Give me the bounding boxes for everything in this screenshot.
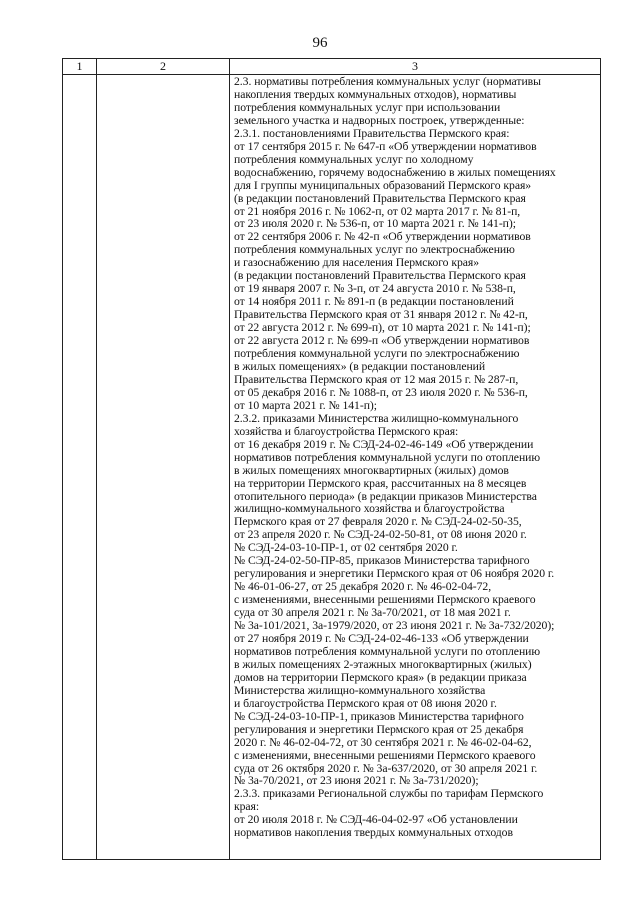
- text-line: от 22 августа 2012 г. № 699-п), от 10 марта 2021 г. № 141-п);: [234, 321, 531, 335]
- text-line: земельного участка и надворных построек, утвержденные:: [234, 113, 525, 127]
- table-cell-col1: [63, 75, 97, 860]
- text-line: (в редакции постановлений Правительства Пермского края: [234, 191, 526, 205]
- text-line: потребления коммунальной услуги по электроснабжению: [234, 347, 520, 361]
- text-line: от 16 декабря 2019 г. № СЭД-24-02-46-149 «Об утверждении: [234, 437, 534, 451]
- text-line: от 14 ноября 2011 г. № 891-п (в редакции постановлений: [234, 295, 514, 309]
- text-line: 2020 г. № 46-02-04-72, от 30 сентября 2021 г. № 46-02-04-62,: [234, 735, 532, 749]
- text-line: 2.3. нормативы потребления коммунальных услуг (нормативы: [234, 75, 541, 88]
- text-line: № СЭД-24-02-50-ПР-85, приказов Министерства тарифного: [234, 554, 530, 568]
- text-line: № СЭД-24-03-10-ПР-1, приказов Министерства тарифного: [234, 709, 524, 723]
- text-line: накопления твердых коммунальных отходов), нормативы: [234, 87, 517, 101]
- text-line: № СЭД-24-03-10-ПР-1, от 02 сентября 2020 г.: [234, 541, 458, 555]
- text-line: от 17 сентября 2015 г. № 647-п «Об утверждении нормативов: [234, 139, 537, 153]
- text-line: от 21 ноября 2016 г. № 1062-п, от 02 марта 2017 г. № 81-п,: [234, 204, 521, 218]
- text-line: от 23 апреля 2020 г. № СЭД-24-02-50-81, от 08 июня 2020 г.: [234, 528, 527, 542]
- text-line: от 23 июля 2020 г. № 536-п, от 10 марта 2021 г. № 141-п);: [234, 217, 516, 231]
- text-line: от 20 июля 2018 г. № СЭД-46-04-02-97 «Об установлении: [234, 813, 518, 827]
- text-line: от 19 января 2007 г. № 3-п, от 24 августа 2010 г. № 538-п,: [234, 282, 516, 296]
- text-line: потребления коммунальных услуг по холодному: [234, 152, 474, 166]
- text-line: суда от 30 апреля 2021 г. № 3а-70/2021, от 18 мая 2021 г.: [234, 606, 511, 620]
- regulations-text: [230, 75, 600, 840]
- text-line: потребления коммунальных услуг при использовании: [234, 100, 501, 114]
- text-line: Правительства Пермского края от 12 мая 2015 г. № 287-п,: [234, 372, 519, 386]
- column-header-2: 2: [97, 59, 230, 75]
- text-line: с изменениями, внесенными решениями Пермского краевого: [234, 593, 536, 607]
- text-line: Пермского края от 27 февраля 2020 г. № СЭД-24-02-50-35,: [234, 515, 522, 529]
- text-line: в жилых помещениях» (в редакции постановлений: [234, 359, 486, 373]
- text-line: края:: [234, 800, 260, 814]
- text-line: регулирования и энергетики Пермского края от 06 ноября 2020 г.: [234, 567, 555, 581]
- text-line: в жилых помещениях многоквартирных (жилых) домов: [234, 463, 509, 477]
- column-header-1: 1: [63, 59, 97, 75]
- text-line: № 3а-101/2021, 3а-1979/2020, от 23 июня 2021 г. № 3а-732/2020);: [234, 619, 555, 633]
- text-line: в жилых помещениях 2-этажных многоквартирных (жилых): [234, 657, 532, 671]
- page-number: 96: [312, 35, 328, 51]
- text-line: от 05 декабря 2016 г. № 1088-п, от 23 июля 2020 г. № 536-п,: [234, 385, 528, 399]
- text-line: Министерства жилищно-коммунального хозяйства: [234, 683, 486, 697]
- text-line: Правительства Пермского края от 31 января 2012 г. № 42-п,: [234, 308, 528, 322]
- column-header-3: 3: [230, 59, 601, 75]
- text-line: (в редакции постановлений Правительства Пермского края: [234, 269, 526, 283]
- text-line: нормативов потребления коммунальной услуги по отоплению: [234, 644, 541, 658]
- text-line: № 3а-70/2021, от 23 июня 2021 г. № 3а-731/2020);: [234, 774, 479, 788]
- text-line: от 22 августа 2012 г. № 699-п «Об утверждении нормативов: [234, 334, 530, 348]
- text-line: № 46-01-06-27, от 25 декабря 2020 г. № 46-02-04-72,: [234, 580, 492, 594]
- text-line: водоснабжению, горячему водоснабжению в жилых помещениях: [234, 165, 556, 179]
- text-line: домов на территории Пермского края» (в редакции приказа: [234, 670, 527, 684]
- text-line: хозяйства и благоустройства Пермского края:: [234, 424, 459, 438]
- text-line: жилищно-коммунального хозяйства и благоустройства: [234, 502, 505, 516]
- text-line: от 27 ноября 2019 г. № СЭД-24-02-46-133 «Об утверждении: [234, 631, 529, 645]
- text-line: регулирования и энергетики Пермского края от 25 декабря: [234, 722, 524, 736]
- text-line: нормативов потребления коммунальной услуги по отоплению: [234, 450, 541, 464]
- table-cell-col3: [230, 75, 601, 860]
- text-line: 2.3.1. постановлениями Правительства Пермского края:: [234, 126, 510, 140]
- text-line: отопительного периода» (в редакции приказов Министерства: [234, 489, 537, 503]
- text-line: нормативов накопления твердых коммунальных отходов: [234, 826, 513, 840]
- text-line: 2.3.2. приказами Министерства жилищно-коммунального: [234, 411, 519, 425]
- text-line: и газоснабжению для населения Пермского края»: [234, 256, 480, 270]
- regulations-table: [62, 58, 601, 860]
- text-line: от 10 марта 2021 г. № 141-п);: [234, 398, 377, 412]
- text-line: с изменениями, внесенными решениями Пермского краевого: [234, 748, 536, 762]
- table-cell-col2: [97, 75, 230, 860]
- text-line: суда от 26 октября 2020 г. № 3а-637/2020, от 30 апреля 2021 г.: [234, 761, 538, 775]
- text-line: потребления коммунальных услуг по электроснабжению: [234, 243, 515, 257]
- text-line: на территории Пермского края, рассчитанных на 8 месяцев: [234, 476, 527, 490]
- text-line: 2.3.3. приказами Региональной службы по тарифам Пермского: [234, 787, 544, 801]
- table-row: [63, 75, 601, 860]
- text-line: от 22 сентября 2006 г. № 42-п «Об утверждении нормативов: [234, 230, 531, 244]
- text-line: для I группы муниципальных образований Пермского края»: [234, 178, 532, 192]
- text-line: и благоустройства Пермского края от 08 июня 2020 г.: [234, 696, 497, 710]
- table-header-row: [63, 59, 601, 75]
